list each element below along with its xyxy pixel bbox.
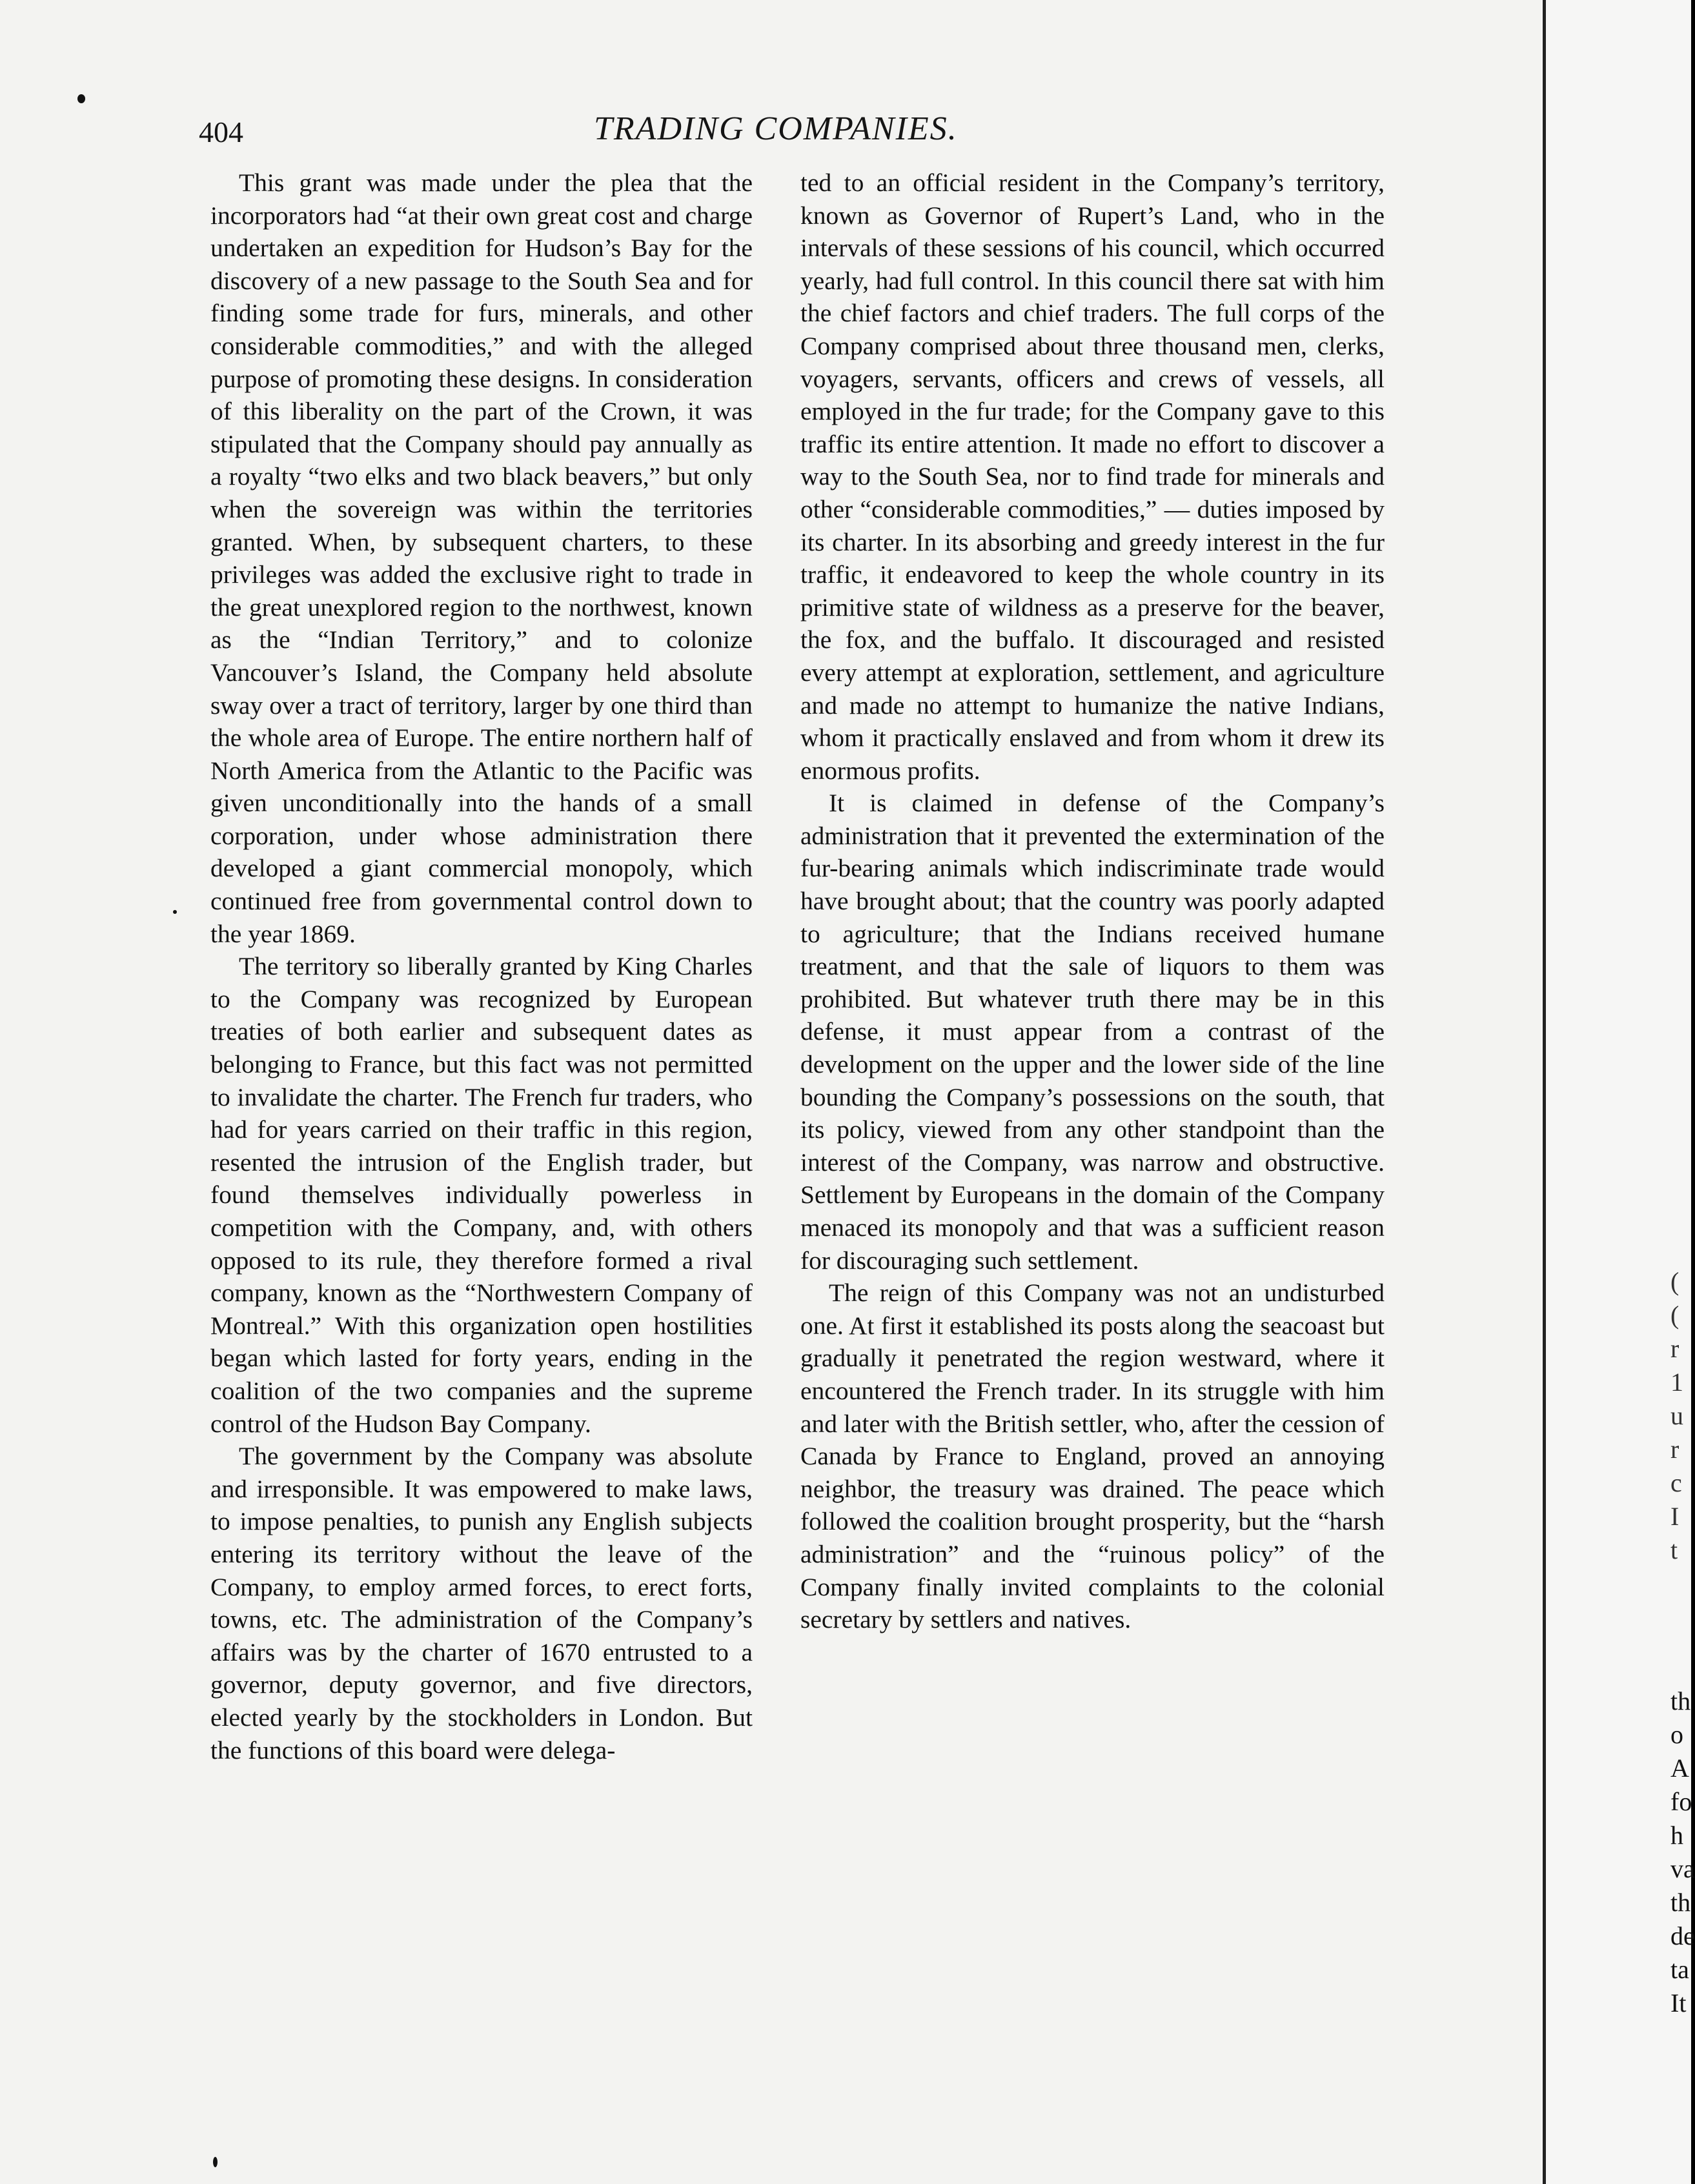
- page-fold: [1543, 0, 1546, 2184]
- paragraph: It is claimed in defense of the Company’s administration that it prevented the extermination of the fur-bearing animals which indiscriminate trade would have brought about; that the country was poorly adapted to agriculture; that the Indians received humane treatment, and that the sale of liquors to them was prohibited. But whatever truth there may be in this defense, it must appear from a contrast of the development on the upper and the lower side of the line bounding the Company’s possessions on the south, that its policy, viewed from any other standpoint than the interest of the Company, was narrow and obstructive. Settlement by Europeans in the domain of the Company menaced its monopoly and that was a sufficient reason for discouraging such settlement.: [800, 789, 1385, 1275]
- page-number: 404: [199, 116, 243, 148]
- ink-speck: [213, 2157, 218, 2167]
- right-column: [800, 167, 1385, 1636]
- facing-page-upper-text: ( ( r 1 u r c I t: [1670, 1267, 1683, 1564]
- paragraph: The territory so liberally granted by King Charles to the Company was recognized by European treaties of both earlier and subsequent dates as belonging to France, but this fact was not permitted to invalidate the charter. The French fur traders, who had for years carried on their traffic in this region, resented the intrusion of the English trader, but found themselves individually powerless in competition with the Company, and, with others opposed to its rule, they therefore formed a rival company, known as the “Northwestern Company of Montreal.” With this organization open hostilities began which lasted for forty years, ending in the coalition of the two companies and the supreme control of the Hudson Bay Company.: [210, 952, 753, 1438]
- paragraph: ted to an official resident in the Company’s territory, known as Governor of Rupert’s Land, who in the intervals of these sessions of his council, which occurred yearly, had full control. In this council there sat with him the chief factors and chief traders. The full corps of the Company comprised about three thousand men, clerks, voyagers, servants, officers and crews of vessels, all employed in the fur trade; for the Company gave to this traffic its entire attention. It made no effort to discover a way to the South Sea, nor to find trade for minerals and other “considerable commodities,” — duties imposed by its charter. In its absorbing and greedy interest in the fur traffic, it endeavored to keep the whole country in its primitive state of wildness as a preserve for the beaver, the fox, and the buffalo. It discouraged and resisted every attempt at exploration, settlement, and agriculture and made no attempt to humanize the native Indians, whom it practically enslaved and from whom it drew its enormous profits.: [800, 168, 1385, 785]
- facing-page-edge: [1541, 0, 1691, 2184]
- left-column: [210, 167, 753, 1766]
- paragraph: This grant was made under the plea that the incorporators had “at their own great cost and charge undertaken an expedition for Hudson’s Bay for the discovery of a new passage to the South Sea and for finding some trade for furs, minerals, and other considerable commodities,” and with the alleged purpose of promoting these designs. In consideration of this liberality on the part of the Crown, it was stipulated that the Company should pay annually as a royalty “two elks and two black beavers,” but only when the sovereign was within the territories granted. When, by subsequent charters, to these privileges was added the exclusive right to trade in the great unexplored region to the northwest, known as the “Indian Territory,” and to colonize Vancouver’s Island, the Company held absolute sway over a tract of territory, larger by one third than the whole area of Europe. The entire northern half of North America from the Atlantic to the Pacific was given unconditionally into the hands of a small corporation, under whose administration there developed a giant commercial monopoly, which continued free from governmental control down to the year 1869.: [210, 168, 753, 948]
- ink-speck: [77, 94, 85, 103]
- facing-page-lower-text: th o A fo h va th de ta It: [1670, 1686, 1695, 2017]
- paragraph: The government by the Company was absolute and irresponsible. It was empowered to make laws, to impose penalties, to punish any English subjects entering its territory without the leave of the Company, to employ armed forces, to erect forts, towns, etc. The administration of the Company’s affairs was by the charter of 1670 entrusted to a governor, deputy governor, and five directors, elected yearly by the stockholders in London. But the functions of this board were delega-: [210, 1442, 753, 1764]
- ink-speck: [173, 910, 177, 914]
- paragraph: The reign of this Company was not an undisturbed one. At first it established its posts along the seacoast but gradually it penetrated the region westward, where it encountered the French trader. In its struggle with him and later with the British settler, who, after the cession of Canada by France to England, proved an annoying neighbor, the treasury was drained. The peace which followed the coalition brought prosperity, but the “harsh administration” and the “ruinous policy” of the Company finally invited complaints to the colonial secretary by settlers and natives.: [800, 1279, 1385, 1634]
- running-head: TRADING COMPANIES.: [594, 110, 958, 147]
